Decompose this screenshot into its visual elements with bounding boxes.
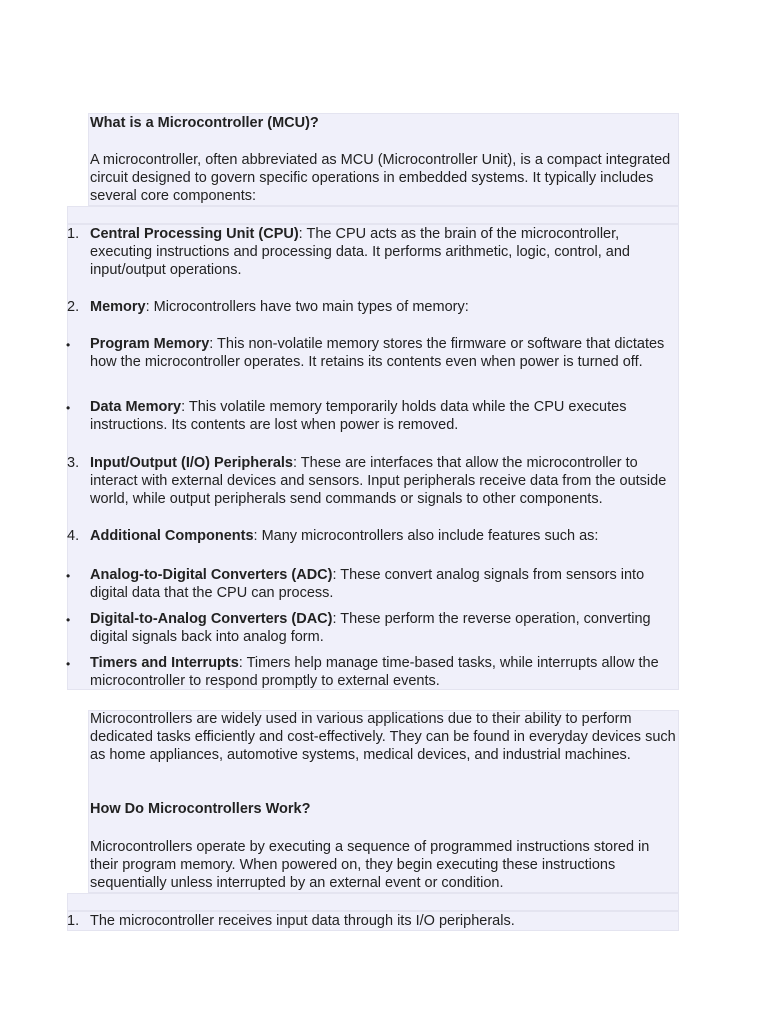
bullet-icon: • xyxy=(66,401,71,415)
bullet-icon: • xyxy=(66,613,71,627)
list-item-additional: Additional Components: Many microcontrollers also include features such as: xyxy=(90,528,599,544)
list-number: 2. xyxy=(67,299,80,315)
list-number: 4. xyxy=(67,528,80,544)
term: Program Memory xyxy=(90,336,210,352)
applications-paragraph: Microcontrollers are widely used in various applications due to their ability to perform dedicated tasks efficiently and cost-effectively. They can be found in everyday devices such as home appliances, automotive systems, medical devices, and industrial machines. xyxy=(90,711,676,764)
list-item-io: Input/Output (I/O) Peripherals: These are interfaces that allow the microcontroller to interact with external devices and sensors. Input peripherals receive data from the outside world, while output peripherals send commands or signals to other components. xyxy=(90,455,667,508)
steps-gap-block xyxy=(67,893,679,911)
list-number: 1. xyxy=(67,226,80,242)
list-gap-block xyxy=(67,206,679,224)
intro-paragraph: A microcontroller, often abbreviated as MCU (Microcontroller Unit), is a compact integrated circuit designed to govern specific operations in embedded systems. It typically includes several core components: xyxy=(90,152,671,205)
term: Timers and Interrupts xyxy=(90,655,239,671)
list-number: 3. xyxy=(67,455,80,471)
term: Input/Output (I/O) Peripherals xyxy=(90,455,293,471)
list-item-cpu: Central Processing Unit (CPU): The CPU acts as the brain of the microcontroller, executing instructions and processing data. It performs arithmetic, logic, control, and input/output operations. xyxy=(90,226,630,279)
how-paragraph: Microcontrollers operate by executing a sequence of programmed instructions stored in their program memory. When powered on, they begin executing these instructions sequentially unless interrupted by an external event or condition. xyxy=(90,839,650,892)
bullet-item-data-memory: Data Memory: This volatile memory temporarily holds data while the CPU executes instructions. Its contents are lost when power is removed. xyxy=(90,399,627,434)
intro-heading: What is a Microcontroller (MCU)? xyxy=(90,115,319,131)
list-item-memory: Memory: Microcontrollers have two main types of memory: xyxy=(90,299,469,315)
bullet-item-program-memory: Program Memory: This non-volatile memory stores the firmware or software that dictates how the microcontroller operates. It retains its contents even when power is turned off. xyxy=(90,336,665,371)
term: Digital-to-Analog Converters (DAC) xyxy=(90,611,333,627)
bullet-icon: • xyxy=(66,338,71,352)
term: Memory xyxy=(90,299,146,315)
term: Additional Components xyxy=(90,528,254,544)
step-item-1: The microcontroller receives input data through its I/O peripherals. xyxy=(90,913,515,929)
bullet-icon: • xyxy=(66,569,71,583)
bullet-item-dac: Digital-to-Analog Converters (DAC): These perform the reverse operation, converting digital signals back into analog form. xyxy=(90,611,651,646)
term: Central Processing Unit (CPU) xyxy=(90,226,299,242)
term: Analog-to-Digital Converters (ADC) xyxy=(90,567,333,583)
list-number: 1. xyxy=(67,913,80,929)
how-heading: How Do Microcontrollers Work? xyxy=(90,801,311,817)
bullet-icon: • xyxy=(66,657,71,671)
bullet-item-timers: Timers and Interrupts: Timers help manage time-based tasks, while interrupts allow the microcontroller to respond promptly to external events. xyxy=(90,655,659,690)
term: Data Memory xyxy=(90,399,182,415)
bullet-item-adc: Analog-to-Digital Converters (ADC): These convert analog signals from sensors into digital data that the CPU can process. xyxy=(90,567,645,602)
